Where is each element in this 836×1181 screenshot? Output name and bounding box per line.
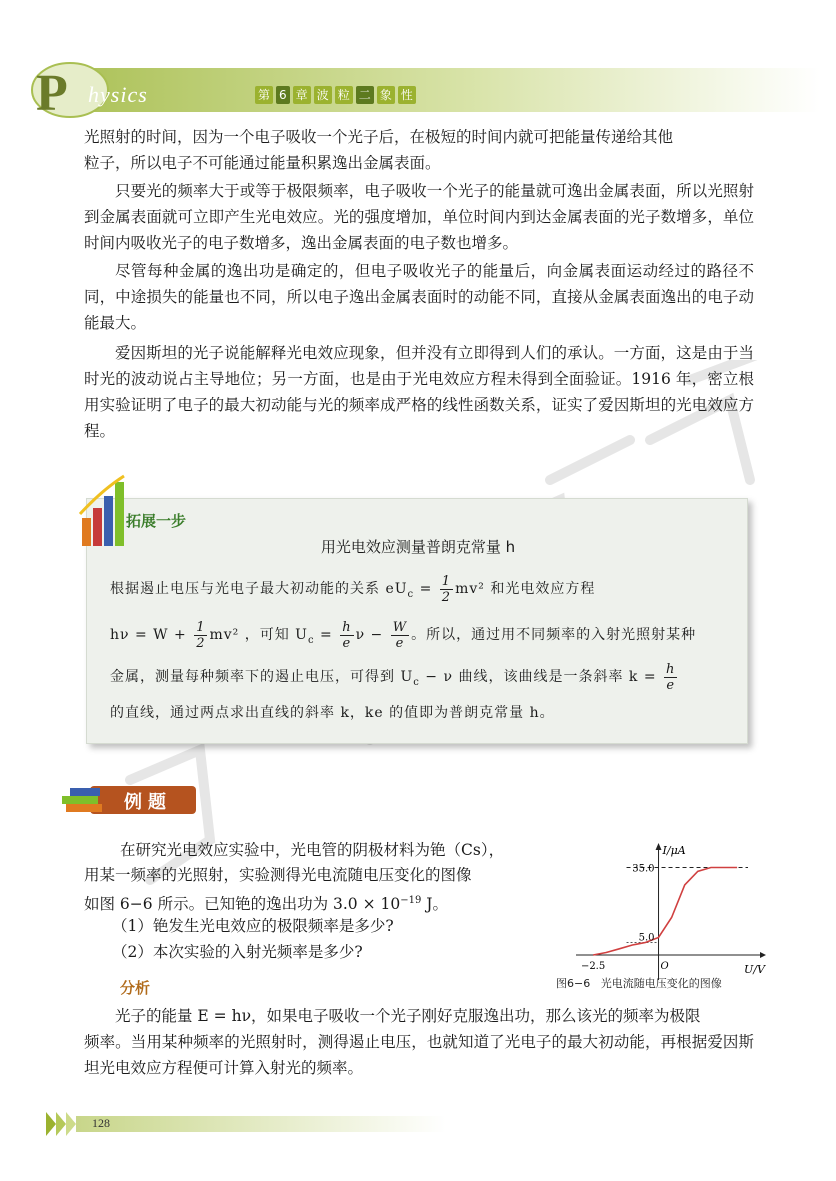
x-axis-label: U/V — [744, 963, 765, 976]
question-1: （1）铯发生光电效应的极限频率是多少? — [112, 917, 394, 935]
x-tick-label: −2.5 — [580, 961, 606, 972]
chapter-char: 第 — [255, 86, 273, 104]
extension-title: 用光电效应测量普朗克常量 h — [320, 538, 516, 556]
chapter-char: 波 — [314, 86, 332, 104]
fraction-one-half: $\frac{1}{2}$ — [196, 619, 206, 651]
logo-letter: P — [36, 65, 68, 122]
paragraph-continued-line1: 光照射的时间，因为一个电子吸收一个光子后，在极短的时间内就可把能量传递给其他 — [84, 128, 674, 146]
fraction-one-half: $\frac{1}{2}$ — [441, 573, 452, 605]
example-line2: 用某一频率的光照射，实验测得光电流随电压变化的图像 — [84, 866, 472, 884]
chapter-char: 性 — [398, 86, 416, 104]
y-tick-label: 5.0 — [638, 932, 655, 944]
extension-label: 拓展一步 — [126, 512, 187, 530]
extension-line1: 根据遏止电压与光电子最大初动能的关系 $eU_c$ = $\frac{1}{2}$ mv² 和光电效应方程 — [110, 573, 596, 605]
y-tick-label: 35.0 — [632, 863, 655, 875]
analysis-label: 分析 — [120, 979, 151, 997]
y-axis-arrow — [656, 843, 662, 850]
analysis-line1: 光子的能量 E = hν，如果电子吸收一个光子刚好克服逸出功，那么该光的频率为极限 — [115, 1007, 701, 1025]
page-number: 128 — [92, 1116, 110, 1130]
example-line3: 如图 6−6 所示。已知铯的逸出功为 $3.0 \times 10^{-19}$ J。 — [84, 895, 448, 914]
example-label: 例题 — [124, 792, 172, 813]
extension-line3: 金属，测量每种频率下的遏止电压，可得到 $U_c - \nu$ 曲线，该曲线是一条斜率 k = $\frac{h}{e}$ — [110, 661, 676, 693]
paragraph-frequency: 只要光的频率大于或等于极限频率，电子吸收一个光子的能量就可逸出金属表面，所以光照射到金属表面就可立即产生光电效应。光的强度增加，单位时间内到达金属表面的光子数增多，单位时间内吸收光子的电子数增多，逸出金属表面的电子数也增多。 — [84, 182, 754, 252]
figure-caption: 图6−6 光电流随电压变化的图像 — [556, 977, 722, 990]
extension-line4: 的直线，通过两点求出直线的斜率 k，ke 的值即为普朗克常量 h。 — [110, 705, 555, 721]
paragraph-continued-line2: 粒子，所以电子不可能通过能量积累逸出金属表面。 — [84, 154, 441, 172]
fraction-w-over-e: $\frac{W}{e}$ — [392, 619, 408, 651]
paragraph-work-function: 尽管每种金属的逸出功是确定的，但电子吸收光子的能量后，向金属表面运动经过的路径不同，中途损失的能量也不同，所以电子逸出金属表面时的动能不同，直接从金属表面逸出的电子动能最大。 — [84, 262, 754, 332]
header-band — [30, 60, 820, 120]
origin-label: O — [660, 961, 669, 972]
extension-line2: hν = W + $\frac{1}{2}$ mv² ，可知 $U_c$ = $\frac{h}{e}$ ν − $\frac{W}{e}$ 。所以，通过用不同频率的入射光照射某种 — [110, 619, 697, 651]
y-axis-label: I/μA — [662, 844, 686, 857]
chapter-number: 6 — [276, 86, 290, 104]
analysis-rest: 频率。当用某种频率的光照射时，测得遏止电压，也就知道了光电子的最大初动能，再根据爱因斯坦光电效应方程便可计算入射光的频率。 — [84, 1033, 754, 1077]
chapter-char: 章 — [293, 86, 311, 104]
chapter-char: 粒 — [335, 86, 353, 104]
chapter-title — [255, 86, 416, 104]
photocurrent-curve — [593, 868, 737, 956]
x-axis-arrow — [760, 952, 766, 958]
example-line1: 在研究光电效应实验中，光电管的阴极材料为铯（Cs）， — [120, 841, 505, 859]
logo-word: hysics — [88, 82, 148, 107]
fraction-h-over-e: $\frac{h}{e}$ — [666, 661, 676, 693]
chapter-char: 象 — [377, 86, 395, 104]
fraction-h-over-e: $\frac{h}{e}$ — [342, 619, 352, 651]
paragraph-einstein: 爱因斯坦的光子说能解释光电效应现象，但并没有立即得到人们的承认。一方面，这是由于当时光的波动说占主导地位；另一方面，也是由于光电效应方程未得到全面验证。1916 年，密立根用实验证明了电子的最大初动能与光的频率成严格的线性函数关系，证实了爱因斯坦的光电效应方程。 — [84, 344, 754, 440]
photocurrent-chart — [568, 840, 768, 990]
chapter-char: 二 — [356, 86, 374, 104]
question-2: （2）本次实验的入射光频率是多少? — [112, 943, 363, 961]
